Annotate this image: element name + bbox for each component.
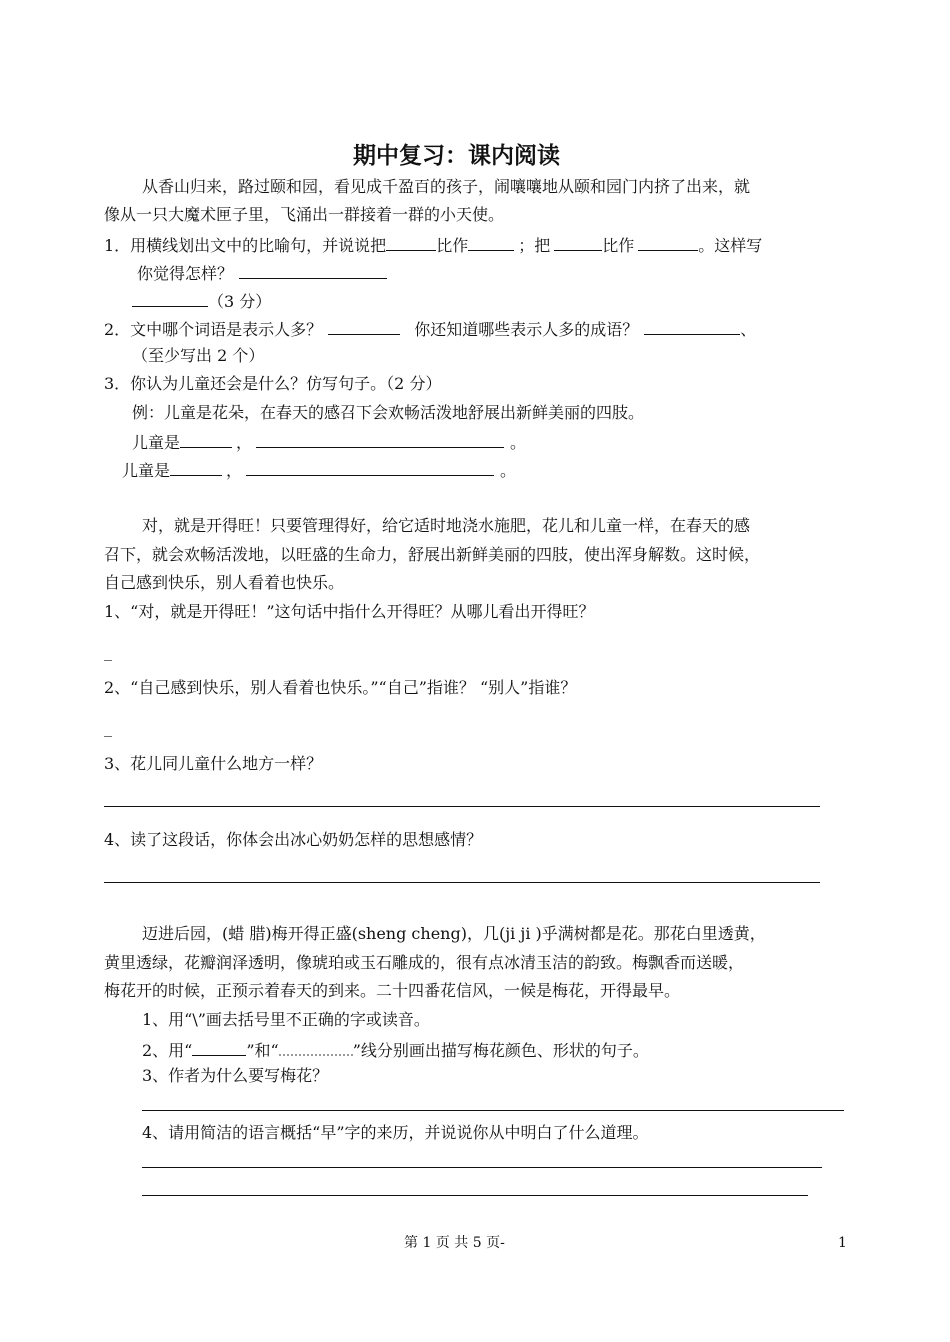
answer-blank[interactable] (386, 234, 436, 251)
answer-blank[interactable] (246, 459, 494, 476)
answer-blank[interactable] (170, 459, 222, 476)
answer-mark: _ (104, 642, 112, 661)
fill-prefix: 儿童是 (132, 433, 181, 452)
passage-1-line-2: 像从一只大魔术匣子里，飞涌出一群接着一群的小天使。 (104, 205, 505, 224)
straight-line-sample (192, 1039, 246, 1056)
passage-2-line-3: 自己感到快乐，别人看着也快乐。 (104, 573, 345, 592)
answer-blank[interactable] (638, 234, 698, 251)
section-2-question-2: 2、“自己感到快乐，别人看着也快乐。”“自己”指谁？ “别人”指谁？ (104, 678, 577, 697)
answer-blank[interactable] (554, 234, 602, 251)
answer-blank[interactable] (239, 262, 387, 279)
passage-3-line-2: 黄里透绿，花瓣润泽透明，像琥珀或玉石雕成的，很有点冰清玉洁的韵致。梅飘香而送暖， (104, 953, 745, 972)
answer-blank[interactable] (468, 234, 514, 251)
question-2-line-1 (104, 318, 756, 340)
q2-prefix: 2、用“ (142, 1041, 193, 1060)
fill-period: 。 (500, 461, 517, 480)
fill-comma: ， (236, 433, 253, 452)
question-3: 3．你认为儿童还会是什么？仿写句子。（2 分） (104, 374, 442, 393)
answer-line[interactable] (142, 1167, 822, 1168)
fill-comma: ， (226, 461, 243, 480)
passage-3-line-1: 迈进后园，(蜡 腊)梅开得正盛(sheng cheng)，几(ji ji )乎满树都是花。那花白里透黄， (142, 924, 766, 943)
answer-blank[interactable] (644, 318, 740, 335)
answer-blank[interactable] (180, 431, 232, 448)
question-1-text: 1．用横线划出文中的比喻句，并说说把 (104, 236, 387, 255)
question-1-line-3 (132, 290, 271, 312)
answer-mark: _ (104, 718, 112, 737)
section-2-question-3: 3、花儿同儿童什么地方一样？ (104, 754, 323, 773)
semicolon-text: ；把 (518, 236, 551, 255)
section-2-question-1: 1、“对，就是开得旺！”这句话中指什么开得旺？从哪儿看出开得旺？ (104, 602, 595, 621)
question-2-line-2: （至少写出 2 个） (132, 346, 265, 365)
section-2-question-4: 4、读了这段话，你体会出冰心奶奶怎样的思想感情？ (104, 830, 483, 849)
fill-line-2 (122, 459, 516, 481)
section-3-question-3: 3、作者为什么要写梅花？ (142, 1066, 329, 1085)
answer-line[interactable] (142, 1110, 844, 1111)
answer-blank[interactable] (256, 431, 504, 448)
question-2-text: 2．文中哪个词语是表示人多？ (104, 320, 323, 339)
question-1-prompt: 你觉得怎样？ (137, 264, 234, 283)
answer-blank[interactable] (328, 318, 400, 335)
question-2-text-b: 你还知道哪些表示人多的成语？ (414, 320, 639, 339)
answer-line[interactable] (104, 882, 820, 883)
comma-text: 、 (740, 320, 757, 339)
section-3-question-1: 1、用“\”画去括号里不正确的字或读音。 (142, 1010, 430, 1029)
question-1-end: 。这样写 (698, 236, 763, 255)
section-3-question-4: 4、请用简洁的语言概括“早”字的来历，并说说你从中明白了什么道理。 (142, 1123, 649, 1142)
q2-and: ”和“ (246, 1041, 279, 1060)
q2-suffix: ”线分别画出描写梅花颜色、形状的句子。 (352, 1041, 649, 1060)
fill-prefix: 儿童是 (122, 461, 171, 480)
passage-2-line-2: 召下，就会欢畅活泼地，以旺盛的生命力，舒展出新鲜美丽的四肢，使出浑身解数。这时候， (104, 545, 761, 564)
fill-line-1 (132, 431, 526, 453)
answer-blank[interactable] (132, 290, 208, 307)
compare-word: 比作 (602, 236, 635, 255)
fill-period: 。 (510, 433, 527, 452)
question-1-line-1 (104, 234, 762, 256)
passage-2-line-1: 对，就是开得旺！只要管理得好，给它适时地浇水施肥，花儿和儿童一样，在春天的感 (142, 516, 751, 535)
score-label: （3 分） (208, 292, 272, 311)
compare-word: 比作 (436, 236, 469, 255)
example-sentence: 例：儿童是花朵，在春天的感召下会欢畅活泼地舒展出新鲜美丽的四肢。 (132, 403, 645, 422)
page-title: 期中复习：课内阅读 (353, 143, 560, 169)
wavy-line-sample (279, 1038, 353, 1056)
answer-line[interactable] (104, 806, 820, 807)
passage-3-line-3: 梅花开的时候，正预示着春天的到来。二十四番花信风，一候是梅花，开得最早。 (104, 981, 681, 1000)
passage-1-line-1: 从香山归来，路过颐和园，看见成千盈百的孩子，闹嚷嚷地从颐和园门内挤了出来，就 (142, 177, 751, 196)
section-3-question-2 (142, 1038, 649, 1061)
answer-line[interactable] (142, 1195, 808, 1196)
page-footer: 第 1 页 共 5 页- (404, 1235, 505, 1251)
page-number: 1 (838, 1235, 847, 1251)
question-1-line-2 (137, 262, 387, 284)
